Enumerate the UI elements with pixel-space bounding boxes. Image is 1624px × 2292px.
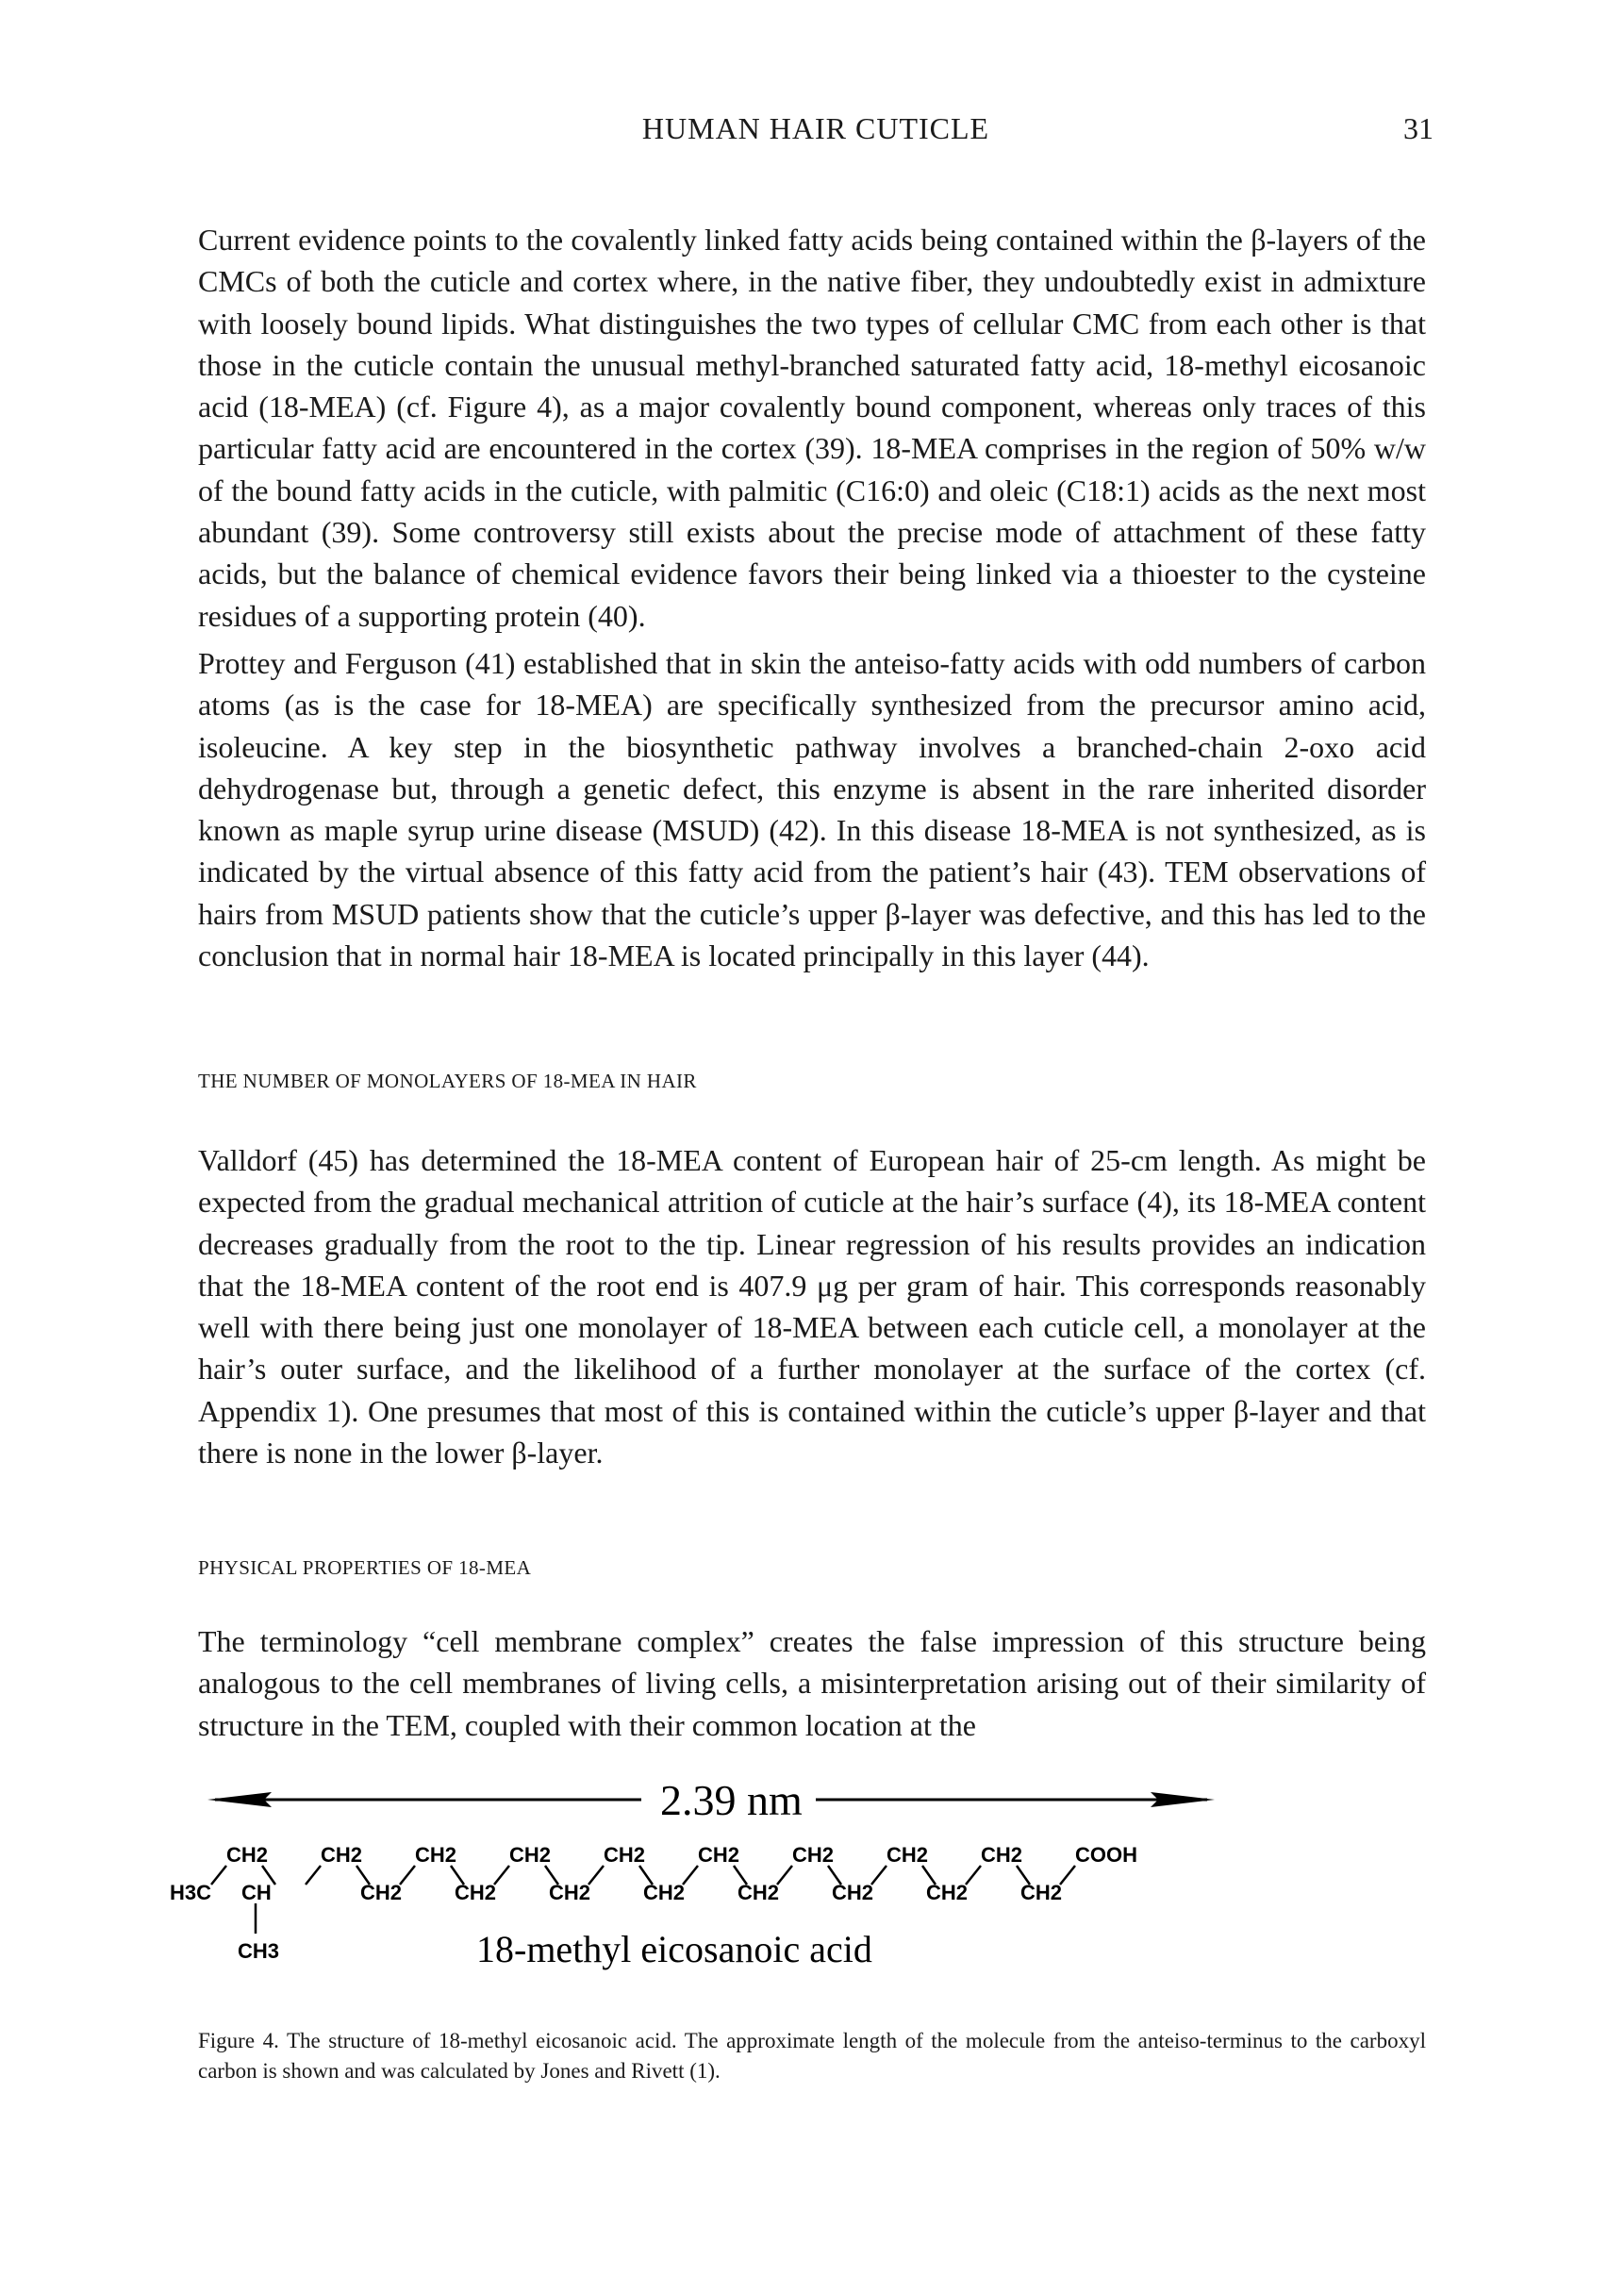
methylene-label: CH2 bbox=[455, 1881, 497, 1904]
methylene-label: CH2 bbox=[737, 1881, 780, 1904]
carboxyl-label: COOH bbox=[1075, 1843, 1137, 1867]
text-block-3 bbox=[198, 1620, 1426, 1746]
paragraph-1: Current evidence points to the covalently linked fatty acids being contained within the β-layers of the CMCs of both the cuticle and cortex where, in the native fiber, they undoubtedly exist in admixture with loosely bound lipids. What distinguishes the two types of cellular CMC from each other is that those in the cuticle contain the unusual methyl-branched saturated fatty acid, 18-methyl eicosanoic acid (18-MEA) (cf. Figure 4), as a major covalently bound component, whereas only traces of this particular fatty acid are encountered in the cortex (39). 18-MEA comprises in the region of 50% w/w of the bound fatty acids in the cuticle, with palmitic (C16:0) and oleic (C18:1) acids as the next most abundant (39). Some controversy still exists about the precise mode of attachment of these fatty acids, but the balance of chemical evidence favors their being linked via a thioester to the cysteine residues of a supporting protein (40). bbox=[198, 223, 1426, 633]
arrowhead-right bbox=[1151, 1792, 1215, 1807]
methylene-label: CH2 bbox=[415, 1843, 457, 1867]
section-heading-physical-properties: PHYSICAL PROPERTIES OF 18-MEA bbox=[198, 1556, 532, 1579]
methylene-label: CH2 bbox=[832, 1881, 874, 1904]
methylene-label: CH2 bbox=[926, 1881, 969, 1904]
methylene-label: CH2 bbox=[981, 1843, 1023, 1867]
text-block-1 bbox=[198, 219, 1426, 976]
figure-4-structure bbox=[170, 1773, 1452, 2018]
caption-text: The structure of 18-methyl eicosanoic acid. The approximate length of the molecule from the anteiso-terminus to the carboxyl carbon is shown and was calculated by Jones and Rivett (1). bbox=[198, 2029, 1426, 2083]
methylene-label: CH2 bbox=[643, 1881, 686, 1904]
methylene-label: CH2 bbox=[792, 1843, 835, 1867]
methylene-label: CH2 bbox=[1020, 1881, 1063, 1904]
figure-label: Figure 4. bbox=[198, 2029, 279, 2052]
methylene-label: CH2 bbox=[604, 1843, 646, 1867]
methylene-label: CH2 bbox=[549, 1881, 591, 1904]
paragraph-2: Prottey and Ferguson (41) established that in skin the anteiso-fatty acids with odd numbers of carbon atoms (as is the case for 18-MEA) are specifically synthesized from the precursor amino acid, isoleucine. A key step in the biosynthetic pathway involves a branched-chain 2-oxo acid dehydrogenase but, through a genetic defect, this enzyme is absent in the rare inherited disorder known as maple syrup urine disease (MSUD) (42). In this disease 18-MEA is not synthesized, as is indicated by the virtual absence of this fatty acid from the patient’s hair (43). TEM observations of hairs from MSUD patients show that the cuticle’s upper β-layer was defective, and this has led to the conclusion that in normal hair 18-MEA is located principally in this layer (44). bbox=[198, 645, 1426, 973]
running-header bbox=[198, 111, 1433, 153]
methylene-label: CH2 bbox=[509, 1843, 552, 1867]
methylene-label: CH2 bbox=[321, 1843, 363, 1867]
branch-methyl-label: CH3 bbox=[238, 1939, 280, 1963]
paragraph-3: Valldorf (45) has determined the 18-MEA content of European hair of 25-cm length. As might be expected from the gradual mechanical attrition of cuticle at the hair’s surface (4), its 18-MEA content decreases gradually from the root to the tip. Linear regression of his results provides an indication that the 18-MEA content of the root end is 407.9 μg per gram of hair. This corresponds reasonably well with there being just one monolayer of 18-MEA between each cuticle cell, a monolayer at the hair’s outer surface, and the likelihood of a further monolayer at the surface of the cortex (cf. Appendix 1). One presumes that most of this is contained within the cuticle’s upper β-layer and that there is none in the lower β-layer. bbox=[198, 1143, 1426, 1470]
molecule-diagram bbox=[170, 1773, 1452, 2018]
terminal-methyl-label: H3C bbox=[170, 1881, 212, 1904]
molecule-name: 18-methyl eicosanoic acid bbox=[476, 1928, 872, 1970]
page-number: 31 bbox=[1403, 111, 1433, 145]
figure-caption bbox=[198, 2026, 1426, 2086]
methylene-label: CH2 bbox=[226, 1843, 269, 1867]
section-heading-monolayers: THE NUMBER OF MONOLAYERS OF 18-MEA IN HAIR bbox=[198, 1070, 697, 1092]
methylene-label: CH2 bbox=[698, 1843, 740, 1867]
methylene-label: CH2 bbox=[360, 1881, 403, 1904]
paragraph-4: The terminology “cell membrane complex” creates the false impression of this structure being analogous to the cell membranes of living cells, a misinterpretation arising out of their similarity of structure in the TEM, coupled with their common location at the bbox=[198, 1624, 1426, 1742]
length-label: 2.39 nm bbox=[660, 1776, 803, 1824]
arrowhead-left bbox=[207, 1792, 272, 1807]
branch-ch-label: CH bbox=[241, 1881, 272, 1904]
running-title: HUMAN HAIR CUTICLE bbox=[641, 111, 990, 145]
methylene-label: CH2 bbox=[887, 1843, 929, 1867]
text-block-2 bbox=[198, 1139, 1426, 1473]
